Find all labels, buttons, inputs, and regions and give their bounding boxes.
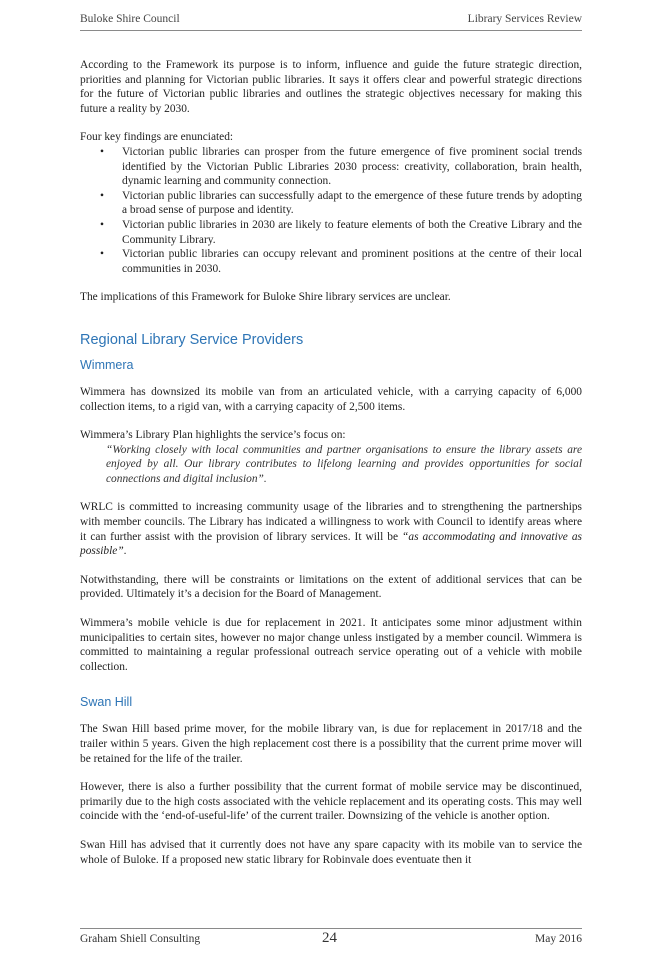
bullet-icon: •: [100, 248, 104, 261]
page-footer: [80, 928, 582, 949]
header-document-title: Library Services Review: [467, 13, 582, 25]
list-item: • Victorian public libraries can prosper from the future emergence of five prominent social trends identified by the Victorian Public Libraries 2030 process: creativity, collaboration, brain health, dynamic learning and community connection.: [100, 145, 582, 188]
bullet-icon: •: [100, 189, 104, 202]
bullet-icon: •: [100, 218, 104, 231]
footer-author: Graham Shiell Consulting: [80, 933, 201, 945]
wimmera-heading: Wimmera: [80, 357, 134, 372]
key-findings-intro: Four key findings are enunciated:: [80, 131, 234, 144]
swan-hill-paragraph-3: Swan Hill has advised that it currently does not have any spare capacity with its mobile van to service the whole of Buloke. If a proposed new static library for Robinvale does eventuate then it: [80, 838, 582, 866]
swan-hill-paragraph-1: The Swan Hill based prime mover, for the mobile library van, is due for replacement in 2017/18 and the trailer within 5 years. Given the high replacement cost there is a possibility that the current prime mover will be retained for the life of the trailer.: [80, 723, 582, 765]
swan-hill-paragraph-2: However, there is also a further possibility that the current format of mobile service may be discontinued, primarily due to the high costs associated with the vehicle replacement and its operating costs. This may well coincide with the ‘end-of-useful-life’ of the current trailer. Downsizing of the vehicle is another option.: [80, 781, 582, 823]
wimmera-paragraph-2: Wimmera’s Library Plan highlights the service’s focus on:: [80, 429, 346, 442]
header-organisation: Buloke Shire Council: [80, 13, 180, 25]
page-header: [80, 12, 582, 31]
wimmera-paragraph-4: Notwithstanding, there will be constraints or limitations on the extent of additional services that can be provided. Ultimately it’s a decision for the Board of Management.: [80, 573, 582, 601]
wimmera-paragraph-5: Wimmera’s mobile vehicle is due for replacement in 2021. It anticipates some minor adjustment within municipalities to certain sites, however no major change unless instigated by a member council. Wimmera is committed to maintaining a regular professional outreach service operating out of a vehicle with mobile collection.: [80, 617, 582, 673]
key-findings-list: [80, 145, 582, 276]
list-item: • Victorian public libraries can occupy relevant and prominent positions at the centre of their local communities in 2030.: [100, 248, 582, 275]
section-heading: Regional Library Service Providers: [80, 331, 304, 348]
implications-paragraph: The implications of this Framework for Buloke Shire library services are unclear.: [80, 291, 451, 304]
swan-hill-heading: Swan Hill: [80, 695, 133, 710]
list-item: • Victorian public libraries in 2030 are likely to feature elements of both the Creative Library and the Community Library.: [100, 218, 582, 246]
wimmera-paragraph-3: WRLC is committed to increasing community usage of the libraries and to strengthening the partnerships with member councils. The Library has indicated a willingness to work with Council to identify areas where it can further assist with the provision of library services. It will be “as accommodating and innovative as possible”.: [80, 501, 582, 558]
page-number: 24: [322, 930, 337, 946]
page-content: [80, 58, 582, 867]
wimmera-quote: “Working closely with local communities and partner organisations to ensure the library assets are enjoyed by all. Our library contributes to lifelong learning and provides opportunities for social connections and digital inclusion”.: [106, 443, 582, 485]
list-item: • Victorian public libraries can successfully adapt to the emergence of these future trends by adopting a broad sense of purpose and identity.: [100, 189, 582, 217]
wimmera-paragraph-1: Wimmera has downsized its mobile van from an articulated vehicle, with a carrying capacity of 6,000 collection items, to a rigid van, with a carrying capacity of 2,500 items.: [80, 385, 582, 413]
framework-purpose-paragraph: According to the Framework its purpose is to inform, influence and guide the future strategic direction, priorities and planning for Victorian public libraries. It says it offers clear and powerful strategic directions for the future of Victorian public libraries and outlines the strategic objectives necessary for making this future a reality by 2030.: [80, 59, 582, 115]
wimmera-quote-inline: “as accommodating and innovative as possible”: [80, 530, 582, 558]
footer-date: May 2016: [535, 933, 582, 945]
bullet-icon: •: [100, 145, 104, 158]
